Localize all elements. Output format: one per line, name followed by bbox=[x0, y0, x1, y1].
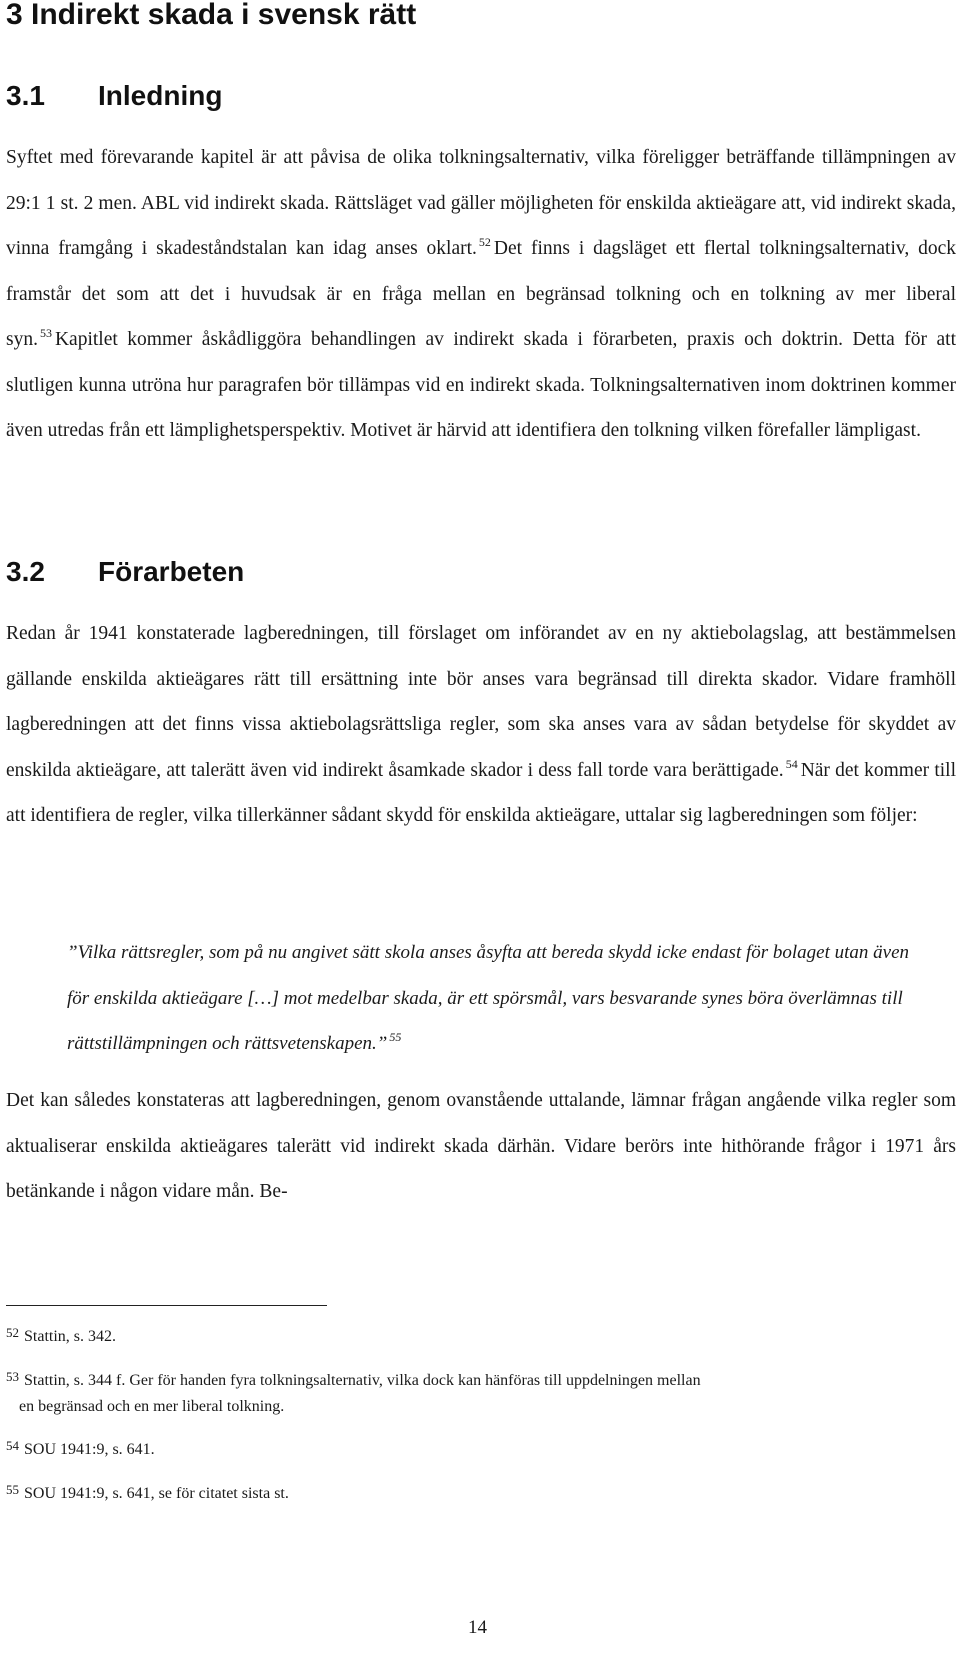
section-number: 3.1 bbox=[6, 80, 45, 111]
paragraph-text: Kapitlet kommer åskådliggöra behandlingen av indirekt skada i förarbeten, praxis och doktrin. Detta för att slutligen kunna utröna hur paragrafen bör tillämpas vid en indirekt skada. Tolkningsalternativen inom doktrinen kommer även utredas från ett lämplighetsperspektiv. Motivet är härvid att identifiera den tolkning vilken förefaller lämpligast. bbox=[6, 329, 956, 441]
footnote-ref-54[interactable]: 54 bbox=[785, 756, 798, 771]
footnote-number: 52 bbox=[6, 1325, 19, 1340]
chapter-title: 3 Indirekt skada i svensk rätt bbox=[6, 0, 417, 31]
footnote-ref-52[interactable]: 52 bbox=[478, 235, 491, 249]
footnote-55 bbox=[6, 1477, 956, 1507]
footnote-ref-53[interactable]: 53 bbox=[39, 326, 52, 340]
footnote-number: 54 bbox=[6, 1438, 19, 1453]
footnote-text-continued: en begränsad och en mer liberal tolkning. bbox=[19, 1398, 285, 1415]
paragraph-intro bbox=[6, 135, 956, 454]
paragraph-text: Det finns i dagsläget ett flertal tolkningsalternativ, dock framstår det som att det i huvudsak är en fråga mellan en begränsad tolkning och en tolkning av mer liberal syn. bbox=[6, 238, 956, 350]
paragraph-forarbeten bbox=[6, 611, 956, 839]
footnote-52 bbox=[6, 1320, 956, 1350]
footnote-text: Stattin, s. 344 f. Ger för handen fyra tolkningsalternativ, vilka dock kan hänföras till uppdelningen mellan bbox=[24, 1372, 701, 1389]
section-number: 3.2 bbox=[6, 556, 45, 587]
footnote-text: SOU 1941:9, s. 641, se för citatet sista st. bbox=[24, 1485, 289, 1502]
section-heading-inledning bbox=[6, 80, 222, 112]
section-title: Förarbeten bbox=[98, 556, 245, 587]
footnote-number: 55 bbox=[6, 1482, 19, 1497]
footnote-54 bbox=[6, 1433, 956, 1463]
paragraph-text: Redan år 1941 konstaterade lagberedningen, till förslaget om införandet av en ny aktiebolagslag, att bestämmelsen gällande enskilda aktieägares rätt till ersättning inte bör anses vara begränsad till direkta skador. Vidare framhöll lagberedningen att det finns vissa aktiebolagsrättsliga regler, som ska anses vara av sådan betydelse för skyddet av enskilda aktieägare, att talerätt även vid indirekt åsamkade skador i dess fall torde vara berättigade. bbox=[6, 623, 956, 781]
paragraph-text: Det kan således konstateras att lagberedningen, genom ovanstående uttalande, lämnar frågan angående vilka regler som aktualiserar enskilda aktieägares talerätt vid indirekt skada därhän. Vidare berörs inte hithörande frågor i 1971 års betänkande i någon vidare mån. Be- bbox=[6, 1090, 956, 1202]
paragraph-text: Syftet med förevarande kapitel är att påvisa de olika tolkningsalternativ, vilka föreligger beträffande tillämpningen av 29:1 1 st. 2 men. ABL vid indirekt skada. Rättsläget vad gäller möjligheten för enskilda aktieägare att, vid indirekt skada, vinna framgång i skadeståndstalan kan idag anses oklart. bbox=[6, 147, 956, 259]
footnote-53 bbox=[6, 1364, 956, 1420]
footnote-text: SOU 1941:9, s. 641. bbox=[24, 1441, 155, 1458]
section-heading-forarbeten bbox=[6, 556, 244, 588]
paragraph-conclusion bbox=[6, 1078, 956, 1215]
footnote-number: 53 bbox=[6, 1369, 19, 1384]
block-quote bbox=[67, 930, 927, 1067]
page-number: 14 bbox=[468, 1617, 487, 1638]
footnote-text: Stattin, s. 342. bbox=[24, 1328, 117, 1345]
footnote-divider bbox=[6, 1305, 327, 1306]
paragraph-text: När det kommer till att identifiera de regler, vilka tillerkänner sådant skydd för enskilda aktieägare, uttalar sig lagberedningen som följer: bbox=[6, 759, 956, 826]
quote-text: ”Vilka rättsregler, som på nu angivet sätt skola anses åsyfta att bereda skydd icke endast för bolaget utan även för enskilda aktieägare […] mot medelbar skada, är ett spörsmål, vars besvarande synes böra överlämnas till rättstillämpningen och rättsvetenskapen.” bbox=[67, 942, 910, 1054]
section-title: Inledning bbox=[98, 80, 223, 111]
footnote-ref-55[interactable]: 55 bbox=[389, 1030, 402, 1044]
